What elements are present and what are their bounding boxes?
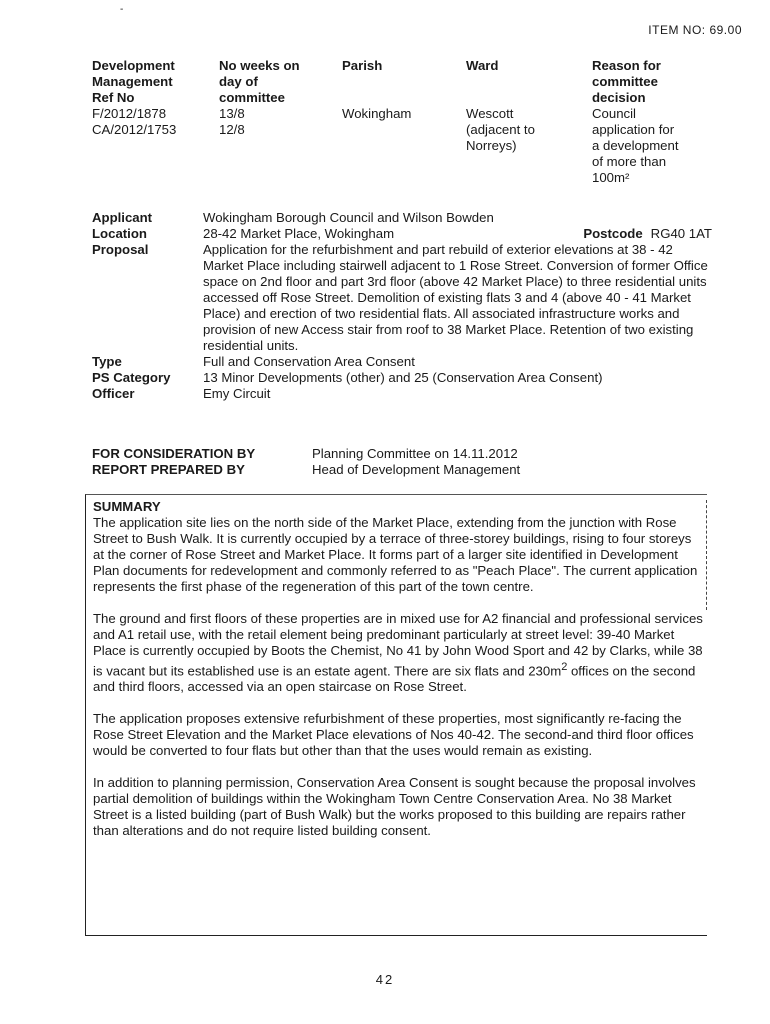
prepared-row [92,462,712,478]
report-prepared-value: Head of Development Management [312,462,521,477]
location-row [92,226,712,242]
ref-no-value: CA/2012/1753 [92,122,177,137]
ref-no-column [92,58,212,138]
location-value: 28-42 Market Place, Wokingham [203,226,395,241]
reason-heading: Reason for committee decision [592,58,661,105]
reason-value: a development [592,138,679,153]
postcode-label: Postcode [583,226,643,241]
summary-box [85,494,707,936]
officer-value: Emy Circuit [203,386,271,401]
ward-heading: Ward [466,58,499,73]
reason-value: Council [592,106,636,121]
type-value: Full and Conservation Area Consent [203,354,415,369]
proposal-label: Proposal [92,242,149,257]
summary-paragraph-1: The application site lies on the north side of the Market Place, extending from the junction with Rose Street to Bush Walk. It is currently occupied by a terrace of three-storey buildings, rising to four storeys at the corner of Rose Street and Market Place. It forms part of a larger site identified in Development Plan documents for redevelopment and commonly referred to as "Peach Place". The current application represents the first phase of the regeneration of this part of the town centre. [93,515,698,594]
report-prepared-label: REPORT PREPARED BY [92,462,245,477]
ps-category-label: PS Category [92,370,171,385]
item-number: ITEM NO: 69.00 [648,23,742,37]
weeks-column [219,58,329,138]
applicant-label: Applicant [92,210,153,225]
postcode-value: RG40 1AT [650,226,712,241]
ward-value: Norreys) [466,138,517,153]
summary-paragraph-3: The application proposes extensive refurbishment of these properties, most significantly re-facing the Rose Street Elevation and the Market Place elevations of Nos 40-42. The second-and third floor offices would be converted to four flats but other than that the uses would remain as existing. [93,711,694,759]
reason-value: application for [592,122,675,137]
officer-row [92,386,712,402]
ps-category-value: 13 Minor Developments (other) and 25 (Conservation Area Consent) [203,370,603,385]
ps-category-row [92,370,712,386]
reason-value: of more than [592,154,667,169]
for-consideration-value: Planning Committee on 14.11.2012 [312,446,518,461]
ref-no-value: F/2012/1878 [92,106,167,121]
application-details [92,210,712,402]
reason-value: 100m² [592,170,630,185]
ward-column [466,58,576,154]
officer-label: Officer [92,386,135,401]
page-number: 42 [375,972,395,987]
postcode [583,226,712,242]
consideration-row [92,446,712,462]
weeks-value: 13/8 [219,106,245,121]
for-consideration-label: FOR CONSIDERATION BY [92,446,256,461]
ward-value: (adjacent to [466,122,535,137]
summary-paragraph-2: The ground and first floors of these properties are in mixed use for A2 financial and professional services and A1 retail use, with the retail element being predominant particularly at street level: 39-40 Market Place is currently occupied by Boots the Chemist, No 41 by John Wood Sport and 42 by Clarks, while 38 is vacant but its established use is an estate agent. There are six flats and $230m^2$ offices on the second and third floors, accessed via an open staircase on Rose Street. [93,611,703,695]
parish-column [342,58,452,122]
summary-paragraph-4: In addition to planning permission, Conservation Area Consent is sought because the proposal involves partial demolition of buildings within the Wokingham Town Centre Conservation Area. No 38 Market Street is a listed building (part of Bush Walk) but the works proposed to this building are repairs rather than alterations and do not require listed building consent. [93,775,696,839]
type-label: Type [92,354,122,369]
proposal-value: Application for the refurbishment and part rebuild of exterior elevations at 38 - 42 Market Place including stairwell adjacent to 1 Rose Street. Conversion of former Office space on 2nd floor and part 3rd floor (above 42 Market Place) to three residential units accessed off Rose Street. Demolition of existing flats 3 and 4 (above 40 - 41 Market Place) and erection of two residential flats. All associated infrastructure works and provision of new Access stair from roof to 38 Market Place. Retention of two existing residential units. [203,242,708,353]
applicant-value: Wokingham Borough Council and Wilson Bowden [203,210,494,225]
summary-heading: SUMMARY [93,499,161,514]
parish-value: Wokingham [342,106,412,121]
top-mark: - [120,4,124,15]
reason-column [592,58,707,186]
ward-value: Wescott [466,106,514,121]
location-label: Location [92,226,147,241]
applicant-row [92,210,712,226]
summary-border-right [706,500,708,610]
parish-heading: Parish [342,58,383,73]
ref-no-heading: Development Management Ref No [92,58,175,105]
proposal-row [92,242,712,354]
weeks-value: 12/8 [219,122,245,137]
header-table [92,58,712,198]
weeks-heading: No weeks on day of committee [219,58,300,105]
type-row [92,354,712,370]
consideration-block [92,446,712,478]
